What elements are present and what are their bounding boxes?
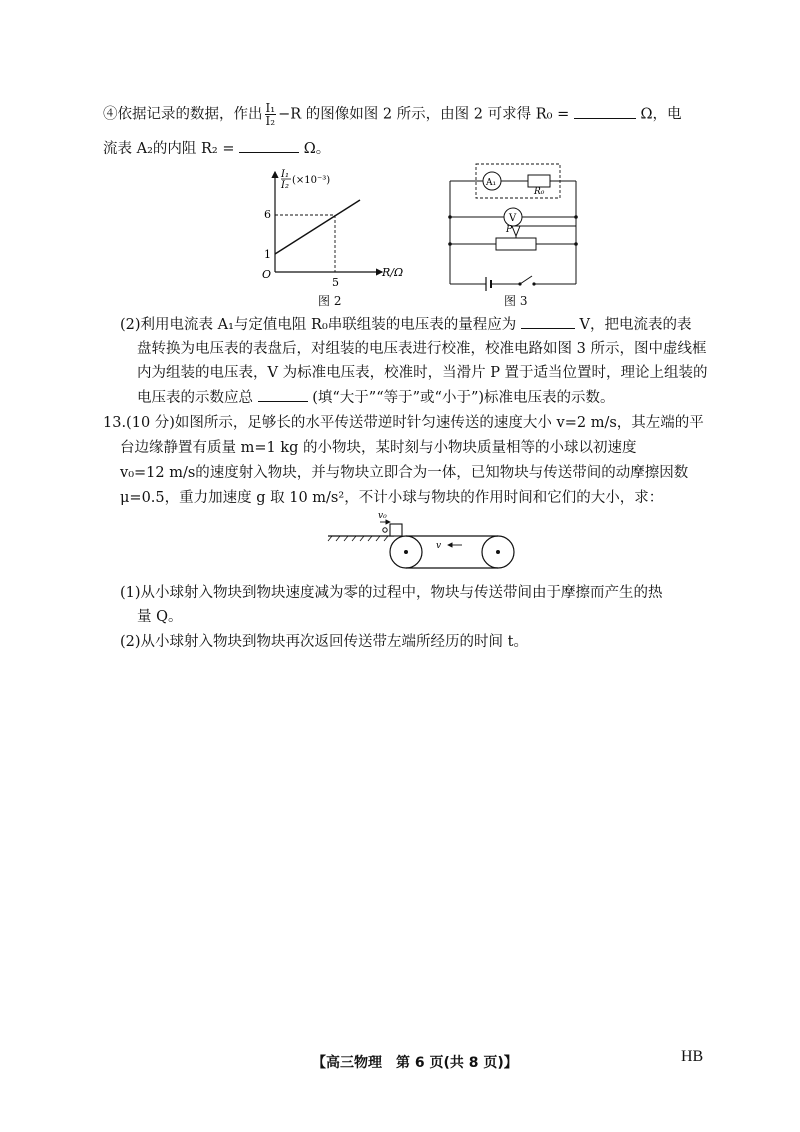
ylabel-num: I₁ — [281, 169, 289, 180]
x-tick-5: 5 — [332, 276, 339, 289]
part2-l1b: V，把电流表的表 — [579, 317, 692, 333]
origin-label: O — [262, 268, 272, 281]
step4-unit1: Ω，电 — [640, 106, 682, 123]
step4-unit2: Ω。 — [303, 141, 331, 157]
figure-2-graph — [262, 168, 402, 298]
q13-line2: 台边缘静置有质量 m=1 kg 的小物块，某时刻与小物块质量相等的小球以初速度 — [120, 440, 637, 456]
q13-sub2: (2)从小球射入物块到物块再次返回传送带左端所经历的时间 t。 — [120, 634, 528, 650]
q13-line4: μ=0.5，重力加速度 g 取 10 m/s²，不计小球与物块的作用时间和它们的大小，求： — [120, 490, 664, 506]
answer-blank-r2[interactable] — [239, 138, 299, 153]
voltmeter-label: V — [509, 213, 517, 224]
xlabel: R/Ω — [382, 266, 404, 279]
v0-label: v₀ — [378, 511, 387, 521]
resistor-r0-icon — [528, 175, 550, 187]
part2-line3: 内为组装的电压表，V 为标准电压表，校准时，当滑片 P 置于适当位置时，理论上组装的 — [137, 365, 708, 381]
q13-line1: 13.(10 分)如图所示，足够长的水平传送带逆时针匀速传送的速度大小 v=2 m/s，其左端的平 — [103, 415, 704, 431]
ylabel-unit: (×10⁻³) — [292, 175, 331, 186]
part2-l1a: (2)利用电流表 A₁与定值电阻 R₀串联组装的电压表的量程应为 — [120, 317, 517, 333]
conveyor-figure — [328, 508, 528, 568]
slider-label: P — [506, 225, 513, 235]
frac-denominator: I₂ — [265, 114, 276, 128]
v-label: v — [436, 541, 442, 551]
step4-line2 — [103, 138, 330, 159]
part2-l4b: (填“大于”“等于”或“小于”)标准电压表的示数。 — [312, 390, 615, 406]
figure-2-caption: 图 2 — [318, 294, 342, 308]
block — [390, 524, 402, 536]
part2-l4a: 电压表的示数应总 — [137, 390, 253, 406]
ball — [383, 528, 387, 532]
figure-3-caption: 图 3 — [504, 294, 528, 308]
ylabel-den: I₂ — [281, 180, 289, 191]
q13-sub1-line2: 量 Q。 — [137, 609, 183, 625]
graph-line — [275, 200, 360, 254]
page-footer: 【高三物理 第 6 页(共 8 页)】 — [312, 1055, 518, 1071]
slider-p-arrow — [512, 226, 520, 238]
ammeter-label: A₁ — [486, 178, 497, 188]
resistor-label: R₀ — [534, 187, 545, 197]
part2-line1 — [120, 314, 691, 335]
part2-line4 — [137, 387, 615, 408]
fraction-i1-i2 — [265, 102, 277, 127]
answer-blank-range[interactable] — [521, 314, 575, 329]
figure-3-circuit — [446, 160, 586, 290]
step4-mid: −R 的图像如图 2 所示，由图 2 可求得 R₀ = — [278, 106, 570, 123]
answer-blank-r0[interactable] — [574, 104, 636, 119]
frac-numerator: I₁ — [265, 101, 276, 115]
q13-line3: v₀=12 m/s的速度射入物块，并与物块立即合为一体，已知物块与传送带间的动摩擦因数 — [120, 465, 689, 481]
step4-prefix: ④依据记录的数据，作出 — [103, 106, 263, 123]
y-tick-6: 6 — [264, 208, 271, 221]
paper-code: HB — [681, 1048, 704, 1065]
step4-line1 — [103, 102, 681, 127]
step4-line2-prefix: 流表 A₂的内阻 R₂ = — [103, 141, 235, 157]
part2-line2: 盘转换为电压表的表盘后，对组装的电压表进行校准，校准电路如图 3 所示，图中虚线框 — [137, 341, 707, 357]
q13-sub1-line1: (1)从小球射入物块到物块速度减为零的过程中，物块与传送带间由于摩擦而产生的热 — [120, 585, 663, 601]
y-tick-1: 1 — [264, 248, 271, 261]
answer-blank-compare[interactable] — [258, 387, 308, 402]
rheostat-icon — [496, 238, 536, 250]
switch-icon — [520, 276, 532, 284]
